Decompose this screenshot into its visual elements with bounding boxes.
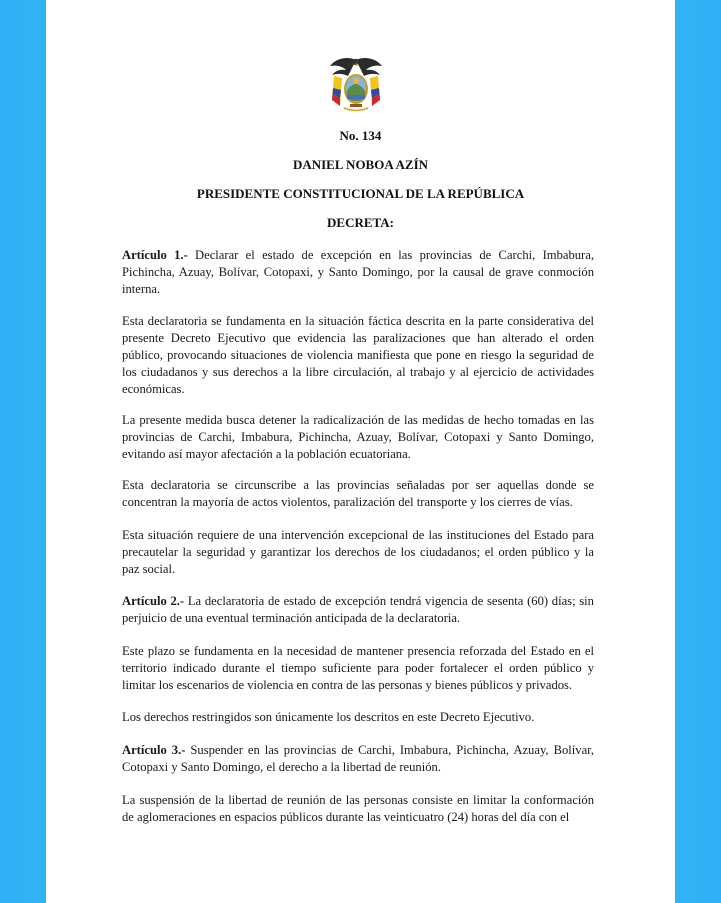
paragraph: [122, 313, 594, 398]
coat-of-arms-icon: [328, 54, 384, 114]
article-heading: Artículo 3.-: [122, 743, 186, 757]
article-heading: Artículo 2.-: [122, 594, 185, 608]
paragraph-articulo-3: [122, 742, 594, 776]
paragraph: [122, 709, 594, 726]
decree-number: No. 134: [339, 128, 382, 143]
paragraph: [122, 477, 594, 511]
decreta-heading: DECRETA:: [327, 215, 394, 230]
paragraph-text: La presente medida busca detener la radicalización de las medidas de hecho tomadas en las provincias de Carchi, Imbabura, Pichincha, Azuay, Bolívar, Cotopaxi y Santo Domingo, evitando así mayor afectación a la población ecuatoriana.: [122, 413, 594, 461]
paragraph-articulo-2: [122, 593, 594, 627]
paragraph: [122, 527, 594, 578]
paragraph-text: Esta declaratoria se fundamenta en la situación fáctica descrita en la parte considerativa del presente Decreto Ejecutivo que evidencia las paralizaciones que han alterado el orden público, provocando situaciones de violencia manifiesta que pone en riesgo la seguridad de los ciudadanos y sus derechos a la libre circulación, al trabajo y al ejercicio de actividades económicas.: [122, 314, 594, 396]
president-name: DANIEL NOBOA AZÍN: [292, 157, 429, 172]
paragraph-text: Declarar el estado de excepción en las provincias de Carchi, Imbabura, Pichincha, Azuay, Bolívar, Cotopaxi, y Santo Domingo, por la causal de grave conmoción interna.: [122, 248, 594, 296]
paragraph-text: La suspensión de la libertad de reunión de las personas consiste en limitar la conformación de aglomeraciones en espacios públicos durante las veinticuatro (24) horas del día con el: [122, 793, 594, 824]
paragraph-text: Esta situación requiere de una intervención excepcional de las instituciones del Estado para precautelar la seguridad y garantizar los derechos de los ciudadanos; el orden público y la paz social.: [122, 528, 594, 576]
paragraph-text: Esta declaratoria se circunscribe a las provincias señaladas por ser aquellas donde se concentran la mayoría de actos violentos, paralización del transporte y los cierres de vías.: [122, 478, 594, 509]
paragraph-text: Los derechos restringidos son únicamente los descritos en este Decreto Ejecutivo.: [122, 710, 535, 724]
paragraph-text: La declaratoria de estado de excepción tendrá vigencia de sesenta (60) días; sin perjuicio de una eventual terminación anticipada de la declaratoria.: [122, 594, 594, 625]
document-page: [46, 0, 675, 903]
paragraph-text: Este plazo se fundamenta en la necesidad de mantener presencia reforzada del Estado en el territorio indicado durante el tiempo suficiente para poder fortalecer el orden público y limitar los escenarios de violencia en contra de las personas y bienes públicos y privados.: [122, 644, 594, 692]
paragraph: [122, 792, 594, 826]
paragraph-text: Suspender en las provincias de Carchi, Imbabura, Pichincha, Azuay, Bolívar, Cotopaxi y Santo Domingo, el derecho a la libertad de reunión.: [122, 743, 594, 774]
paragraph: [122, 412, 594, 463]
paragraph: [122, 643, 594, 694]
paragraph-articulo-1: [122, 247, 594, 298]
article-heading: Artículo 1.-: [122, 248, 188, 262]
president-title: PRESIDENTE CONSTITUCIONAL DE LA REPÚBLICA: [196, 186, 525, 201]
